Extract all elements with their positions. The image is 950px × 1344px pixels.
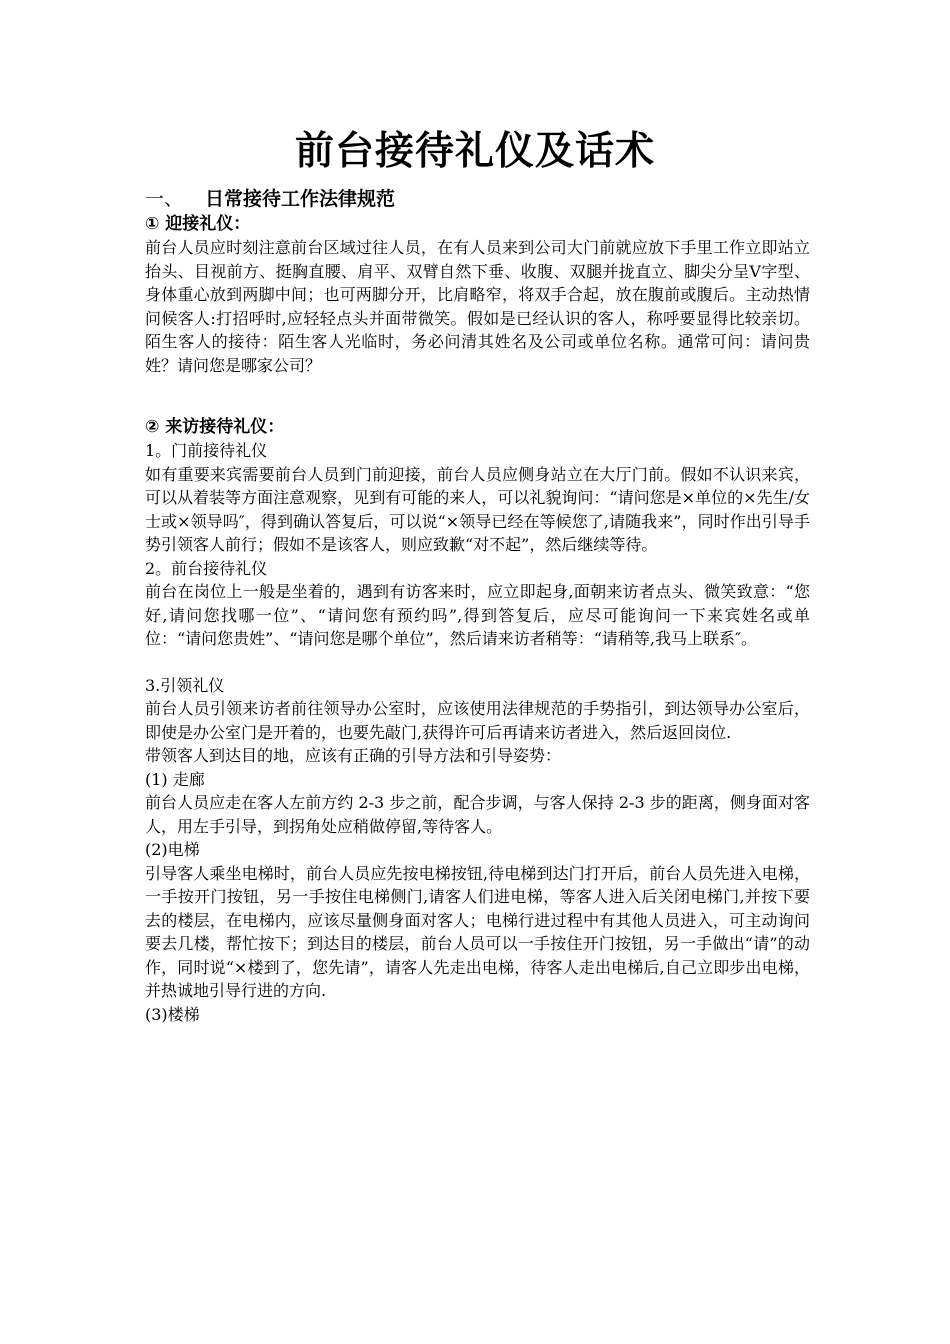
section-title: 日常接待工作法律规范	[205, 188, 396, 210]
desk-paragraph: 前台在岗位上一般是坐着的，遇到有访客来时，应立即起身,面朝来访者点头、微笑致意：“您好,请问您找哪一位”、“请问您有预约吗”,得到答复后，应尽可能询问一下来宾姓名或单位：“请问您贵姓”、“请问您是哪个单位”，然后请来访者稍等：“请稍等,我马上联系″。	[145, 582, 810, 648]
door-paragraph: 如有重要来宾需要前台人员到门前迎接，前台人员应侧身站立在大厅门前。假如不认识来宾，可以从着装等方面注意观察，见到有可能的来人，可以礼貌询问：“请问您是×单位的×先生/女士或×领导吗″，得到确认答复后，可以说“×领导已经在等候您了,请随我来”，同时作出引导手势引领客人前行；假如不是该客人，则应致歉“对不起”，然后继续等待。	[145, 464, 810, 554]
document-body	[145, 186, 810, 1026]
section-number: 一、	[145, 188, 184, 210]
spacer	[145, 651, 810, 674]
item-heading-door: 1。门前接待礼仪	[145, 441, 268, 460]
document-title: 前台接待礼仪及话术	[294, 129, 655, 174]
stairs-heading: (3)楼梯	[145, 1004, 200, 1024]
subsection-heading-welcome: ① 迎接礼仪：	[145, 214, 251, 234]
corridor-paragraph: 前台人员应走在客人左前方约 2-3 步之前，配合步调，与客人保持 2-3 步的距离，侧身面对客人，用左手引导，到拐角处应稍做停留,等待客人。	[145, 793, 810, 836]
spacer	[145, 377, 810, 415]
welcome-paragraph: 前台人员应时刻注意前台区域过往人员，在有人员来到公司大门前就应放下手里工作立即站立抬头、目视前方、挺胸直腰、肩平、双臂自然下垂、收腹、双腿并拢直立、脚尖分呈Ⅴ字型、身体重心放到两脚中间；也可两脚分开，比肩略窄，将双手合起，放在腹前或腹后。主动热情问候客人:打招呼时,应轻轻点头并面带微笑。假如是已经认识的客人，称呼要显得比较亲切。陌生客人的接待：陌生客人光临时，务必问清其姓名及公司或单位名称。通常可问：请问贵姓？请问您是哪家公司？	[145, 238, 810, 375]
item-heading-guide: 3.引领礼仪	[145, 675, 225, 695]
elevator-paragraph: 引导客人乘坐电梯时，前台人员应先按电梯按钮,待电梯到达门打开后，前台人员先进入电梯，一手按开门按钮，另一手按住电梯侧门,请客人们进电梯，等客人进入后关闭电梯门,并按下要去的楼层，在电梯内，应该尽量侧身面对客人；电梯行进过程中有其他人员进入，可主动询问要去几楼，帮忙按下；到达目的楼层，前台人员可以一手按住开门按钮，另一手做出“请”的动作，同时说“×楼到了，您先请”，请客人先走出电梯，待客人走出电梯后,自己立即步出电梯，并热诚地引导行进的方向.	[145, 863, 810, 1000]
guide-paragraph: 前台人员引领来访者前往领导办公室时，应该使用法律规范的手势指引，到达领导办公室后，即使是办公室门是开着的，也要先敲门,获得许可后再请来访者进入，然后返回岗位.	[145, 699, 810, 742]
item-heading-desk: 2。前台接待礼仪	[145, 558, 268, 578]
section-heading	[145, 186, 810, 212]
subsection-heading-visitor: ② 来访接待礼仪：	[145, 417, 285, 437]
guide-intro-paragraph: 带领客人到达目的地，应该有正确的引导方法和引导姿势：	[145, 746, 562, 765]
elevator-heading: (2)电梯	[145, 840, 200, 859]
corridor-heading: (1) 走廊	[145, 769, 205, 789]
